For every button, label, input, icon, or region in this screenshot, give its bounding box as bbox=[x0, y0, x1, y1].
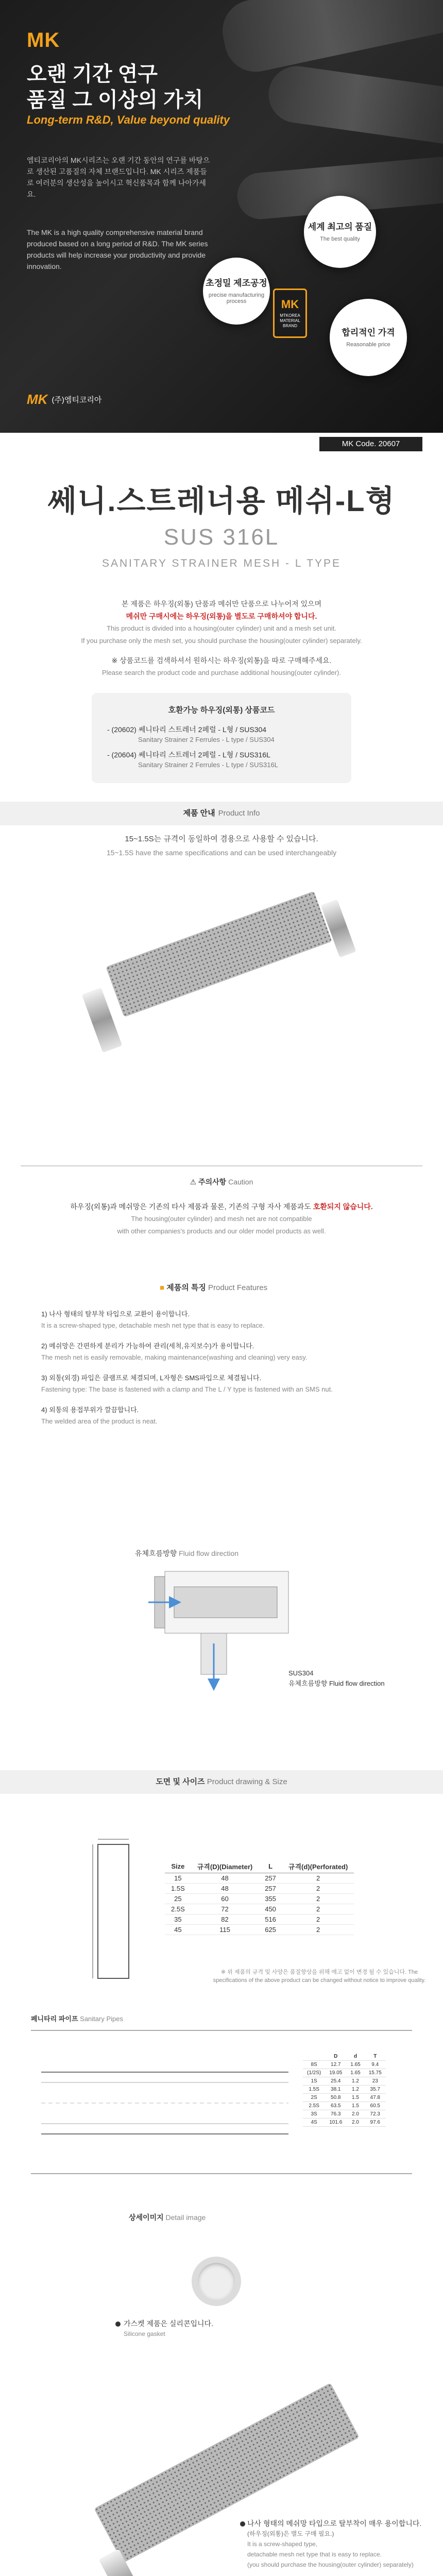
product-material: SUS 316L bbox=[163, 524, 280, 550]
cell: 45 bbox=[165, 1925, 191, 1935]
cell: 355 bbox=[259, 1894, 282, 1904]
pipes-title-kor: 페니타리 파이프 bbox=[31, 2015, 78, 2023]
cell: 2.0 bbox=[346, 2119, 364, 2127]
cell: 257 bbox=[259, 1884, 282, 1894]
cell: 1.5 bbox=[346, 2102, 364, 2110]
drawing-title-eng: Product drawing & Size bbox=[207, 1777, 287, 1786]
cell: 82 bbox=[191, 1914, 259, 1925]
pipes-title-eng: Sanitary Pipes bbox=[80, 2015, 123, 2023]
circle-label-eng: precise manufacturing process bbox=[208, 292, 265, 304]
cell: 3S bbox=[303, 2110, 325, 2119]
product-title: 쎄니.스트레너용 메쉬-L형 bbox=[47, 484, 396, 518]
feature-eng: The welded area of the product is neat. bbox=[41, 1417, 158, 1425]
cell: 1.2 bbox=[346, 2086, 364, 2094]
cell: 19.05 bbox=[325, 2069, 346, 2077]
th: d bbox=[346, 2053, 364, 2061]
cell: 63.5 bbox=[325, 2102, 346, 2110]
flow-legend bbox=[288, 1668, 385, 1689]
callout-dot bbox=[240, 2521, 245, 2527]
size-table bbox=[165, 1860, 354, 1935]
cell: 1.5S bbox=[165, 1884, 191, 1894]
callout-eng: (you should purchase the housing(outer cylinder) separately) bbox=[247, 2561, 414, 2568]
cell: 97.6 bbox=[365, 2119, 386, 2127]
th: D bbox=[325, 2053, 346, 2061]
compat-item-eng: Sanitary Strainer 2 Ferrules - L type / SUS304 bbox=[138, 736, 275, 743]
th-perforated: 규격(d)(Perforated) bbox=[282, 1860, 354, 1873]
cell: 48 bbox=[191, 1884, 259, 1894]
brand-name: MK bbox=[27, 29, 60, 52]
purchase-notice bbox=[0, 598, 443, 679]
feature-eng: The mesh net is easily removable, making maintenance(washing and cleaning) very easy. bbox=[41, 1353, 308, 1361]
cell: 2 bbox=[282, 1914, 354, 1925]
table-row bbox=[303, 2069, 386, 2077]
flow-title-eng: Fluid flow direction bbox=[179, 1549, 238, 1557]
features-list bbox=[41, 1309, 402, 1436]
circle-label-kor: 합리적인 가격 bbox=[342, 328, 395, 337]
feature-kor: 3) 외통(외경) 파입은 클램프로 체결되며, L자형은 SMS파입으로 체결됩니다. bbox=[41, 1374, 262, 1382]
notice-line: This product is divided into a housing(outer cylinder) unit and a mesh set unit. bbox=[107, 624, 336, 632]
hero-slogan: Long-term R&D, Value beyond quality bbox=[27, 113, 230, 126]
detail-title-eng: Detail image bbox=[165, 2213, 206, 2222]
hero-title-line2: 품질 그 이상의 가치 bbox=[27, 89, 203, 111]
feature-eng: Fastening type: The base is fastened with a clamp and The L / Y type is fastened with an SMS nut. bbox=[41, 1385, 333, 1393]
circle-label-eng: Reasonable price bbox=[346, 342, 390, 348]
mesh-outline bbox=[98, 1844, 129, 1978]
company-logo bbox=[27, 392, 101, 408]
cell: 72 bbox=[191, 1904, 259, 1914]
th: T bbox=[365, 2053, 386, 2061]
cell: 1.5 bbox=[346, 2094, 364, 2102]
gasket-label-kor: 가스켓 제품은 실리콘입니다. bbox=[124, 2319, 213, 2328]
feature-kor: 4) 외통의 용접부위가 깔끔합니다. bbox=[41, 1406, 139, 1414]
hero-banner bbox=[0, 0, 443, 443]
table-row bbox=[303, 2086, 386, 2094]
info-line: 15~1.5S는 규격이 동일하여 겸용으로 사용할 수 있습니다. bbox=[125, 835, 318, 843]
cell: 25.4 bbox=[325, 2077, 346, 2086]
table-row bbox=[303, 2061, 386, 2069]
caution-line-eng: with other companies's products and our older model products as well. bbox=[117, 1227, 326, 1235]
cell: 2.0 bbox=[346, 2110, 364, 2119]
section-title-eng: Product Info bbox=[218, 809, 260, 818]
cell: 60 bbox=[191, 1894, 259, 1904]
logo-name: (주)엠티코리아 bbox=[52, 396, 102, 404]
th bbox=[303, 2053, 325, 2061]
circle-label-kor: 초정밀 제조공정 bbox=[206, 278, 267, 288]
notice-line: ※ 상품코드를 검색하셔서 원하시는 하우징(외통)을 따로 구매해주세요. bbox=[111, 656, 332, 665]
feature-circle-process bbox=[203, 258, 270, 325]
cell: 2 bbox=[282, 1925, 354, 1935]
features-title-eng: Product Features bbox=[208, 1283, 268, 1292]
cell: 2 bbox=[282, 1873, 354, 1884]
table-row bbox=[303, 2119, 386, 2127]
feature-item bbox=[41, 1404, 402, 1427]
feature-item bbox=[41, 1341, 402, 1363]
flow-direction-title bbox=[135, 1548, 238, 1558]
product-subtitle: SANITARY STRAINER MESH - L TYPE bbox=[101, 557, 342, 569]
feature-circle-price bbox=[330, 299, 407, 376]
legend-material: SUS304 bbox=[288, 1669, 314, 1677]
cell: 60.5 bbox=[365, 2102, 386, 2110]
notice-line: 본 제품은 하우징(외통) 단품과 메쉬만 단품으로 나누어져 있으며 bbox=[121, 600, 322, 608]
caution-line-eng: The housing(outer cylinder) and mesh net are not compatible bbox=[131, 1215, 312, 1223]
cell: 9.4 bbox=[365, 2061, 386, 2069]
silicone-gasket-image bbox=[192, 2257, 241, 2306]
cell: 72.3 bbox=[365, 2110, 386, 2119]
table-row bbox=[165, 1873, 354, 1884]
table-row bbox=[165, 1894, 354, 1904]
cell: 12.7 bbox=[325, 2061, 346, 2069]
section-header-product-info bbox=[0, 802, 443, 825]
cell: 38.1 bbox=[325, 2086, 346, 2094]
badge-mk: MK bbox=[281, 298, 299, 311]
sanitary-pipe-table bbox=[303, 2053, 386, 2127]
th-length: L bbox=[259, 1860, 282, 1873]
notice-line: 메쉬만 구매시에는 하우징(외통)을 별도로 구매하셔야 합니다. bbox=[126, 612, 317, 620]
table-row bbox=[165, 1904, 354, 1914]
caution-text bbox=[0, 1200, 443, 1238]
flow-title-kor: 유체흐름방향 bbox=[135, 1549, 177, 1557]
cell: 4S bbox=[303, 2119, 325, 2127]
cell: 2.5S bbox=[165, 1904, 191, 1914]
caution-line: 하우징(외통)과 메쉬망은 기존의 타사 제품과 물론, 기존의 구형 자사 제품과도 bbox=[70, 1202, 313, 1211]
legend-flow: 유체흐름방향 Fluid flow direction bbox=[288, 1680, 385, 1687]
feature-item bbox=[41, 1372, 402, 1395]
cell: 257 bbox=[259, 1873, 282, 1884]
th-diameter: 규격(D)(Diameter) bbox=[191, 1860, 259, 1873]
cell: 1S bbox=[303, 2077, 325, 2086]
th-size: Size bbox=[165, 1860, 191, 1873]
caution-title-eng: Caution bbox=[228, 1178, 253, 1186]
compat-title: 호환가능 하우징(외통) 상품코드 bbox=[168, 706, 275, 715]
cell: 25 bbox=[165, 1894, 191, 1904]
cell: 8S bbox=[303, 2061, 325, 2069]
cell: 1.65 bbox=[346, 2069, 364, 2077]
table-row bbox=[165, 1914, 354, 1925]
gasket-label-eng: Silicone gasket bbox=[124, 2330, 165, 2337]
dimension-drawing bbox=[77, 1834, 149, 1999]
cell: 1.65 bbox=[346, 2061, 364, 2069]
cell: 15 bbox=[165, 1873, 191, 1884]
product-code: MK Code. 20607 bbox=[319, 437, 422, 451]
cell: 1.2 bbox=[346, 2077, 364, 2086]
spec-change-note: ※ 위 제품의 규격 및 사양은 품질향상을 위해 예고 없이 변경 될 수 있습니다. The specifications of the above product can be changed without notice to improve quality. bbox=[213, 1969, 426, 1984]
pipe-table-header bbox=[303, 2053, 386, 2061]
features-title-kor: 제품의 특징 bbox=[166, 1283, 206, 1292]
section-title-kor: 제품 안내 bbox=[183, 809, 215, 818]
section-header-drawing bbox=[0, 1770, 443, 1794]
callout-eng: It is a screw-shaped type, bbox=[247, 2540, 318, 2548]
notice-line: Please search the product code and purchase additional housing(outer cylinder). bbox=[102, 669, 341, 676]
background-pipe-image bbox=[217, 0, 443, 77]
logo-mark: MK bbox=[27, 392, 48, 407]
hero-description-eng: The MK is a high quality comprehensive material brand produced based on a long period of R&D. The MK series products will help increase your productivity and provide innovation. bbox=[27, 228, 208, 270]
compat-item: - (20604) 쎄니타리 스트레너 2페럴 - L형 / SUS316L bbox=[107, 751, 270, 759]
table-row bbox=[303, 2102, 386, 2110]
compat-item-eng: Sanitary Strainer 2 Ferrules - L type / SUS316L bbox=[138, 761, 278, 769]
feature-kor: 1) 나사 형태의 탈부착 타입으로 교환이 용이합니다. bbox=[41, 1310, 190, 1318]
table-row bbox=[303, 2077, 386, 2086]
cell: 1.5S bbox=[303, 2086, 325, 2094]
cell: 35.7 bbox=[365, 2086, 386, 2094]
screw-type-callout bbox=[247, 2518, 433, 2570]
cell: 2 bbox=[282, 1904, 354, 1914]
background-pipe-image bbox=[265, 62, 443, 148]
hero-description-kor: 엠티코리아의 MK시리즈는 오랜 기간 동안의 연구를 바탕으로 생산된 고품질의 자체 브랜드입니다. MK 시리즈 제품들로 여러분의 생산성을 높이시고 혁신품목과 함께 나아가세요. bbox=[27, 156, 210, 198]
hero-title-line1: 오랜 기간 연구 bbox=[27, 63, 158, 86]
product-info-text bbox=[0, 833, 443, 859]
cell: 115 bbox=[191, 1925, 259, 1935]
compatible-housing-box bbox=[92, 693, 351, 783]
cell: 2.5S bbox=[303, 2102, 325, 2110]
callout-eng: detachable mesh net type that is easy to replace. bbox=[247, 2551, 382, 2558]
divider bbox=[21, 1165, 422, 1166]
cell: 50.8 bbox=[325, 2094, 346, 2102]
cell: 47.8 bbox=[365, 2094, 386, 2102]
badge-text: MTKOREA MATERIAL BRAND bbox=[280, 313, 300, 328]
check-icon: ■ bbox=[160, 1283, 167, 1292]
detail-title-kor: 상세이미지 bbox=[129, 2213, 164, 2222]
cell: 101.6 bbox=[325, 2119, 346, 2127]
table-row bbox=[303, 2110, 386, 2119]
notice-line: If you purchase only the mesh set, you should purchase the housing(outer cylinder) separately. bbox=[81, 637, 362, 645]
sanitary-pipes-heading bbox=[31, 2013, 123, 2023]
features-heading bbox=[160, 1282, 267, 1293]
cell: 450 bbox=[259, 1904, 282, 1914]
info-line-eng: 15~1.5S have the same specifications and can be used interchangeably bbox=[106, 849, 337, 857]
callout-kor: 나사 형태의 메쉬망 타입으로 탈부착이 매우 용이합니다. bbox=[247, 2519, 422, 2528]
product-code-bar bbox=[0, 433, 443, 451]
cell: 2S bbox=[303, 2094, 325, 2102]
pipe-section-drawing bbox=[41, 2052, 299, 2155]
mesh-outline bbox=[174, 1587, 277, 1618]
callout-sub: (하우징(외통)은 별도 구매 필요.) bbox=[247, 2530, 334, 2537]
cell: 625 bbox=[259, 1925, 282, 1935]
feature-kor: 2) 메쉬망은 간편하게 분리가 가능하여 관리(세척,유지보수)가 용이합니다. bbox=[41, 1342, 254, 1350]
cell: 2 bbox=[282, 1894, 354, 1904]
caution-heading bbox=[0, 1177, 443, 1187]
table-row bbox=[165, 1884, 354, 1894]
warning-icon: ⚠ bbox=[190, 1178, 199, 1186]
mesh-body bbox=[106, 891, 332, 1018]
detail-image-heading bbox=[129, 2212, 206, 2223]
cell: 35 bbox=[165, 1914, 191, 1925]
caution-title-kor: 주의사항 bbox=[198, 1178, 227, 1186]
feature-item bbox=[41, 1309, 402, 1331]
table-row bbox=[165, 1925, 354, 1935]
mk-brand-badge bbox=[273, 289, 307, 338]
cell: 2 bbox=[282, 1884, 354, 1894]
callout-dot bbox=[115, 2321, 121, 2327]
cell: 76.3 bbox=[325, 2110, 346, 2119]
cell: 516 bbox=[259, 1914, 282, 1925]
circle-label-kor: 세계 최고의 품질 bbox=[308, 222, 372, 232]
table-row bbox=[303, 2094, 386, 2102]
drawing-title-kor: 도면 및 사이즈 bbox=[156, 1777, 205, 1786]
feature-eng: It is a screw-shaped type, detachable mesh net type that is easy to replace. bbox=[41, 1321, 265, 1329]
cell: 48 bbox=[191, 1873, 259, 1884]
cell: 23 bbox=[365, 2077, 386, 2086]
caution-line-emphasis: 호환되지 않습니다. bbox=[313, 1202, 373, 1211]
size-table-header bbox=[165, 1860, 354, 1873]
circle-label-eng: The best quality bbox=[320, 236, 360, 242]
gasket-callout bbox=[124, 2318, 213, 2339]
cell: (1/2S) bbox=[303, 2069, 325, 2077]
compat-item: - (20602) 쎄니타리 스트레너 2페럴 - L형 / SUS304 bbox=[107, 725, 267, 734]
feature-circle-quality bbox=[304, 196, 376, 268]
mesh-ferrule-end bbox=[82, 988, 123, 1053]
cell: 15.75 bbox=[365, 2069, 386, 2077]
